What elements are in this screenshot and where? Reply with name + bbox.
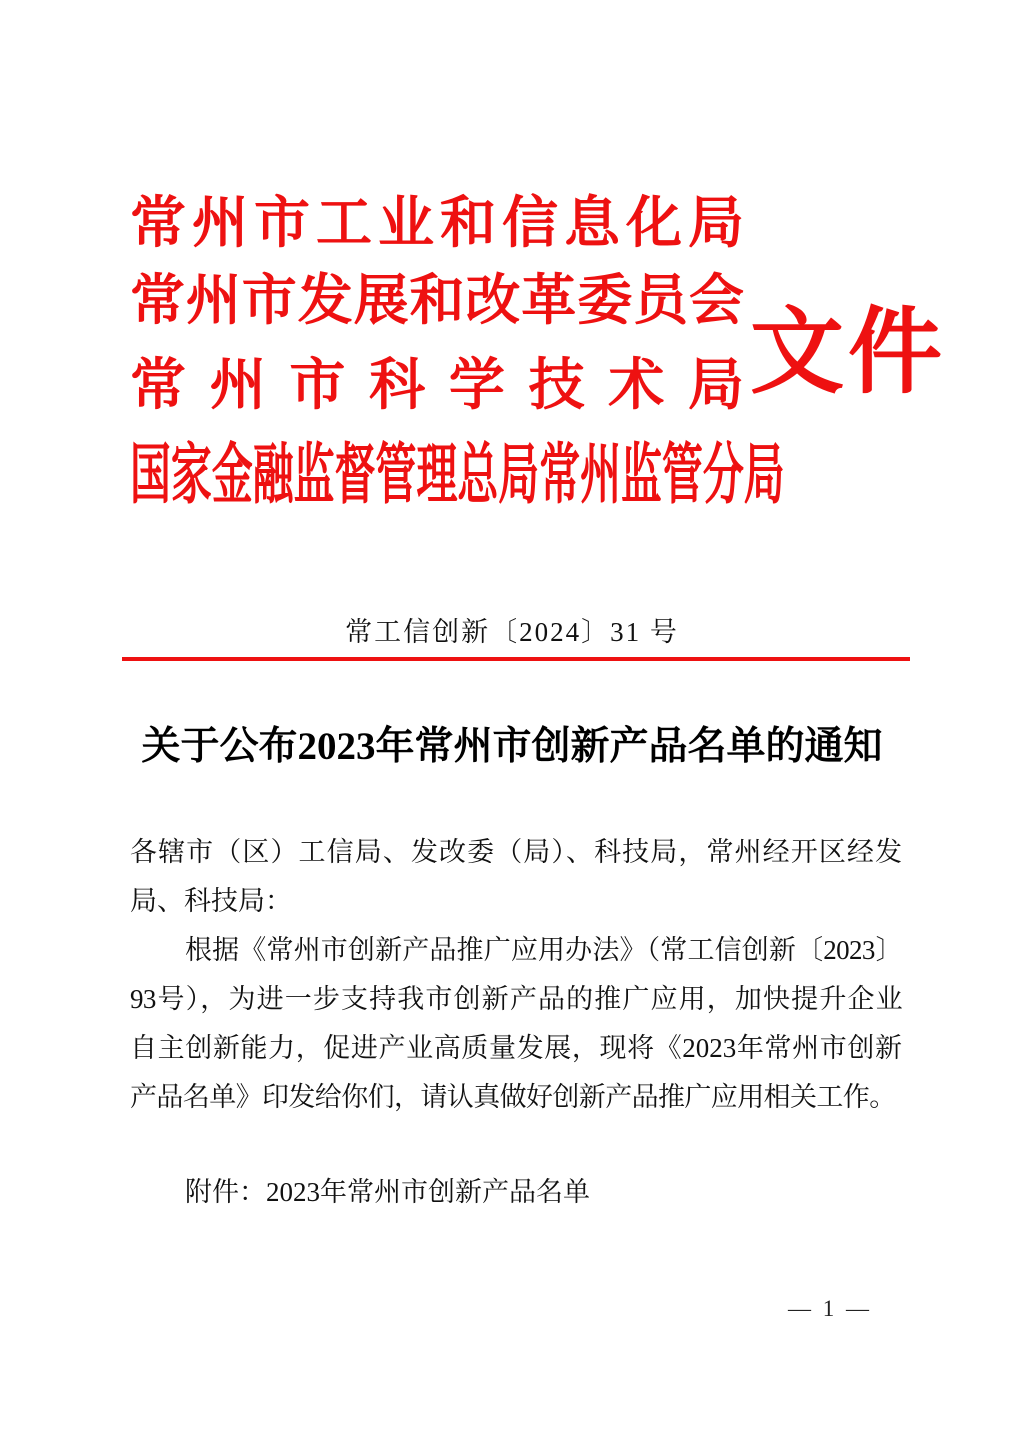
agency-line-4: 国家金融监督管理总局常州监管分局 <box>130 439 785 512</box>
document-title: 关于公布2023年常州市创新产品名单的通知 <box>141 725 883 768</box>
page-number: — 1 — <box>788 1296 872 1321</box>
agency-line-3: 常州市科学技术局 <box>130 355 744 417</box>
body-text <box>130 828 902 1122</box>
agency-line-2: 常州市发展和改革委员会 <box>130 270 744 331</box>
red-divider-rule <box>122 657 910 661</box>
body-line: 各辖市（区）工信局、发改委（局）、科技局，常州经开区经发 <box>130 837 902 867</box>
doc-number: 常工信创新〔2024〕31 号 <box>345 617 679 647</box>
attachment-line: 附件：2023年常州市创新产品名单 <box>185 1177 590 1207</box>
body-line: 根据《常州市创新产品推广应用办法》（常工信创新〔2023〕 <box>185 935 902 965</box>
body-line: 93号），为进一步支持我市创新产品的推广应用，加快提升企业 <box>130 984 902 1014</box>
body-line: 自主创新能力，促进产业高质量发展，现将《2023年常州市创新 <box>130 1033 902 1063</box>
agency-line-1: 常州市工业和信息化局 <box>130 193 744 255</box>
doc-type-label: 文件 <box>750 301 947 405</box>
body-line: 局、科技局： <box>130 886 292 916</box>
body-line: 产品名单》印发给你们，请认真做好创新产品推广应用相关工作。 <box>130 1082 896 1112</box>
